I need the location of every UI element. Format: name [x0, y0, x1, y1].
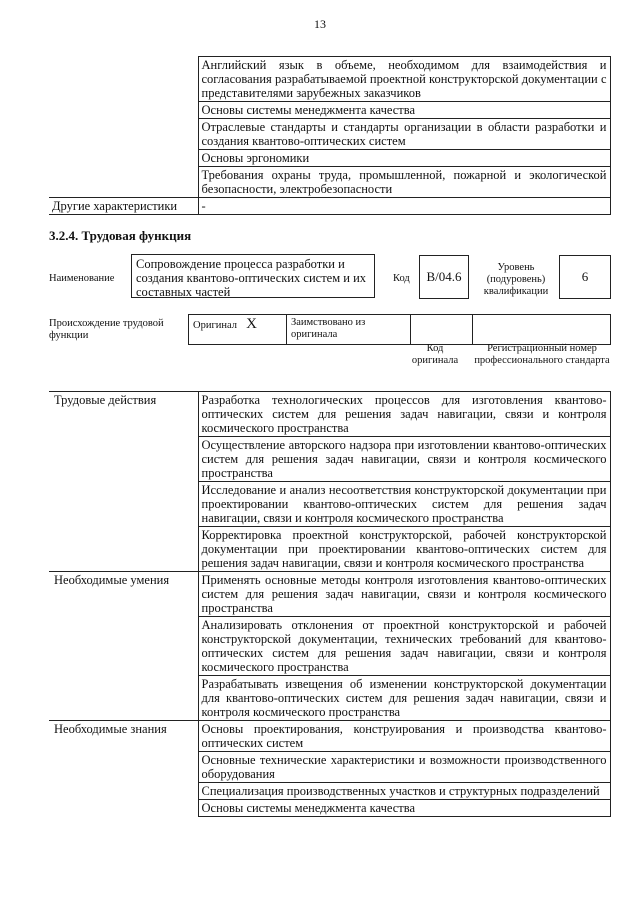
origin-reg-cell [473, 315, 611, 345]
required-skills-label: Необходимые умения [49, 572, 198, 617]
top-knowledge-table [49, 56, 611, 215]
reg-number-caption: Регистрационный номер профессионального стандарта [474, 343, 610, 366]
origin-table [188, 314, 611, 345]
knowledge-item: Основы проектирования, конструирования и производства квантово-оптических систем [198, 721, 610, 752]
skill-item: Анализировать отклонения от проектной конструкторской и рабочей конструкторской документации, технических требований для квантово-оптических систем для решения задач навигации, связи и контроля космического пространства [198, 617, 610, 676]
labor-action-item: Исследование и анализ несоответствия конструкторской документации при проектировании квантово-оптических систем для решения задач навигации, связи и контроля космического пространства [198, 482, 610, 527]
required-knowledge-label: Необходимые знания [49, 721, 198, 752]
function-name: Сопровождение процесса разработки и создания квантово-оптических систем и их составных частей [131, 254, 375, 298]
code-label: Код [393, 273, 410, 284]
skill-item: Разрабатывать извещения об изменении конструкторской документации для квантово-оптических систем для решения задач навигации, связи и контроля космического пространства [198, 676, 610, 721]
knowledge-item: Отраслевые стандарты и стандарты организации в области разработки и создания квантово-оптических систем [198, 119, 610, 150]
origin-label: Происхождение трудовой функции [49, 318, 164, 341]
knowledge-item: Английский язык в объеме, необходимом для взаимодействия и согласования разрабатываемой проектной конструкторской документации с представителями зарубежных заказчиков [198, 57, 610, 102]
labor-actions-section [49, 392, 610, 572]
code-value: B/04.6 [419, 255, 469, 299]
other-characteristics-value: - [198, 198, 610, 215]
name-label: Наименование [49, 273, 115, 284]
qualification-level-label: Уровень (подуровень) квалификации [483, 262, 549, 297]
knowledge-item: Специализация производственных участков и структурных подразделений [198, 783, 610, 800]
knowledge-item: Основы эргономики [198, 150, 610, 167]
required-knowledge-section [49, 721, 610, 817]
required-skills-section [49, 572, 610, 721]
knowledge-item: Требования охраны труда, промышленной, пожарной и экологической безопасности, электробезопасности [198, 167, 610, 198]
knowledge-item: Основные технические характеристики и возможности производственного оборудования [198, 752, 610, 783]
knowledge-item: Основы системы менеджмента качества [198, 800, 610, 817]
other-characteristics-label: Другие характеристики [49, 198, 198, 215]
section-heading: 3.2.4. Трудовая функция [49, 228, 192, 243]
labor-action-item: Осуществление авторского надзора при изготовлении квантово-оптических систем для решения задач навигации, связи и контроля космического пространства [198, 437, 610, 482]
skill-item: Применять основные методы контроля изготовления квантово-оптических систем для решения задач навигации, связи и контроля космического пространства [198, 572, 610, 617]
original-mark: X [246, 316, 257, 332]
qualification-level-value: 6 [559, 255, 611, 299]
original-label: Оригинал [193, 320, 237, 331]
labor-actions-label: Трудовые действия [49, 392, 198, 437]
origin-code-caption: Код оригинала [411, 343, 459, 366]
labor-action-item: Корректировка проектной конструкторской, рабочей конструкторской документации при проектировании квантово-оптических систем для решения задач навигации, связи и контроля космического пространства [198, 527, 610, 572]
labor-action-item: Разработка технологических процессов для изготовления квантово-оптических систем для решения задач навигации, связи и контроля космического пространства [198, 392, 610, 437]
borrowed-label: Заимствовано из оригинала [287, 315, 411, 345]
original-cell [189, 315, 287, 345]
origin-code-cell [411, 315, 473, 345]
page-number: 13 [314, 17, 326, 31]
knowledge-item: Основы системы менеджмента качества [198, 102, 610, 119]
function-details-table [49, 391, 611, 817]
